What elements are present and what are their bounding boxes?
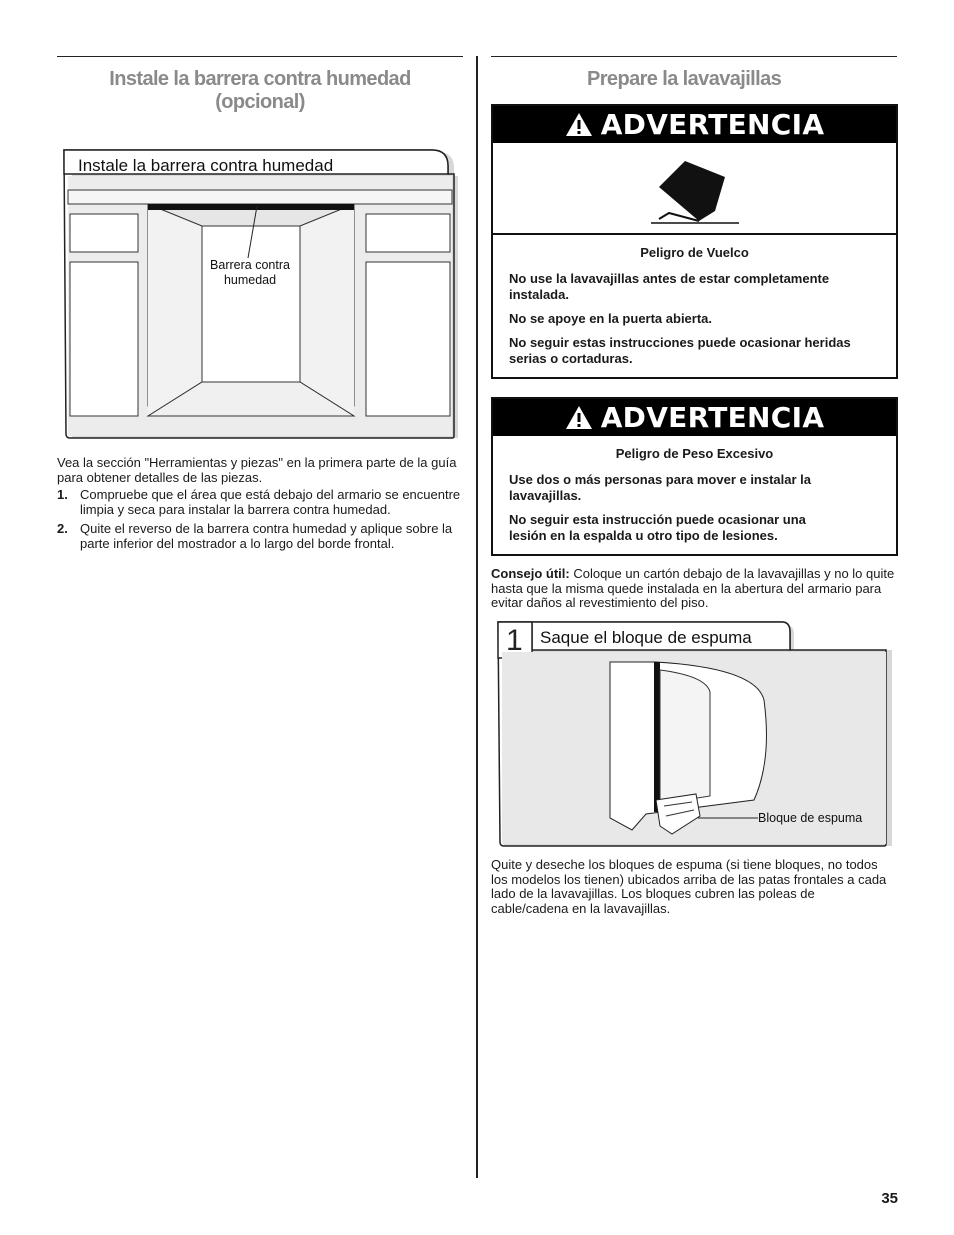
warning-line: No seguir estas instrucciones puede ocasionar heridas serias o cortaduras. [509, 335, 851, 366]
right-section-heading: Prepare la lavavajillas [587, 68, 782, 90]
foam-step-number: 1 [506, 624, 523, 657]
cabinet-opening-illustration [62, 146, 460, 442]
warning-box-excess-weight [491, 397, 898, 556]
right-top-rule [491, 56, 897, 57]
left-intro-text: Vea la sección "Herramientas y piezas" en la primera parte de la guía para obtener detalles de las piezas. [57, 455, 457, 485]
warning-title: ADVERTENCIA [600, 108, 825, 141]
warning-body [493, 436, 896, 554]
moisture-barrier-figure [62, 146, 460, 442]
warning-box-tip-over [491, 104, 898, 379]
left-heading-line1: Instale la barrera contra humedad [109, 68, 411, 90]
foam-block-callout: Bloque de espuma [758, 811, 863, 825]
moisture-barrier-callout [202, 258, 298, 288]
tip-over-symbol-area [493, 143, 896, 235]
left-section-heading [57, 68, 463, 114]
hazard-title: Peligro de Peso Excesivo [615, 446, 774, 461]
tip-label: Consejo útil: [491, 566, 570, 581]
foam-instructions: Quite y deseche los bloques de espuma (si tiene bloques, no todos los modelos los tienen) ubicados arriba de las patas frontales a cada lado de la lavavajillas. Los bloques cubren las poleas de cable/cadena en la lavavajillas. [491, 857, 887, 916]
warning-header [493, 399, 896, 436]
step-number: 1. [57, 487, 68, 502]
tip-text: Coloque un cartón debajo de la lavavajillas y no lo quite hasta que la misma quede instalada en la abertura del armario para evitar daños al revestimiento del piso. [491, 566, 895, 610]
warning-title: ADVERTENCIA [600, 401, 825, 434]
left-top-rule [57, 56, 463, 57]
warning-triangle-icon [565, 112, 593, 137]
callout-line2: humedad [223, 273, 277, 287]
warning-triangle-icon [565, 405, 593, 430]
step-text: Compruebe que el área que está debajo del armario se encuentre limpia y seca para instalar la barrera contra humedad. [80, 487, 461, 517]
moisture-barrier-figure-label: Instale la barrera contra humedad [78, 156, 334, 175]
warning-line: No use la lavavajillas antes de estar completamente instalada. [509, 271, 830, 302]
left-heading-line2: (opcional) [215, 91, 305, 113]
warning-header [493, 106, 896, 143]
step-number: 2. [57, 521, 68, 536]
step-item [57, 488, 463, 517]
left-steps-list [57, 488, 463, 556]
foam-figure-label: Saque el bloque de espuma [540, 628, 752, 647]
warning-line: No seguir esta instrucción puede ocasionar una lesión en la espalda u otro tipo de lesiones. [509, 512, 806, 543]
column-divider [476, 56, 478, 1178]
warning-line: Use dos o más personas para mover e instalar la lavavajillas. [509, 472, 812, 503]
step-text: Quite el reverso de la barrera contra humedad y aplique sobre la parte inferior del mostrador a lo largo del borde frontal. [80, 521, 453, 551]
helpful-tip [491, 567, 895, 611]
warning-body [493, 235, 896, 377]
foam-block-figure [496, 620, 894, 848]
step-item [57, 522, 463, 551]
hazard-title: Peligro de Vuelco [640, 245, 749, 260]
warning-line: No se apoye en la puerta abierta. [509, 311, 713, 326]
callout-line1: Barrera contra [210, 258, 290, 272]
page-number: 35 [881, 1190, 898, 1207]
tip-over-hazard-icon [645, 147, 745, 227]
